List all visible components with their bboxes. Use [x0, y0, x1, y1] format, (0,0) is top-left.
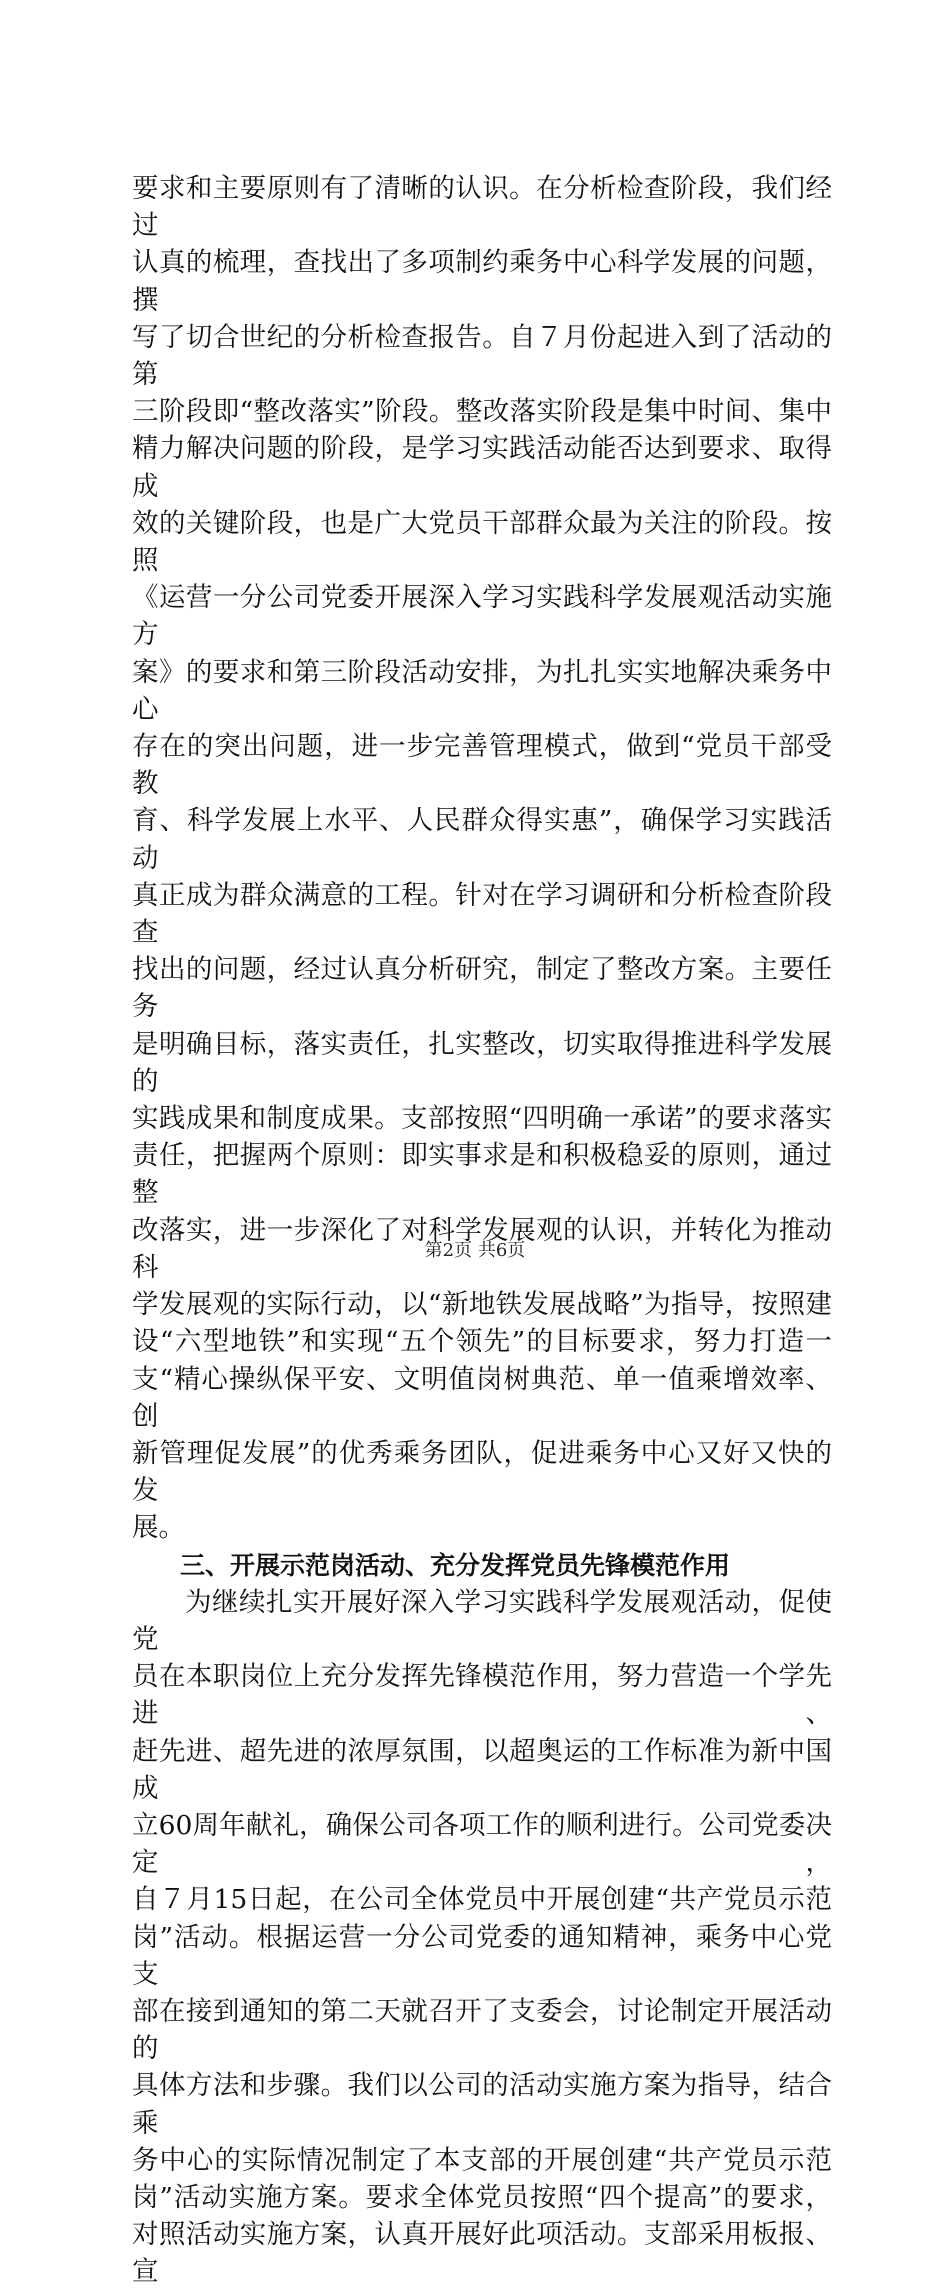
text-line: 设“六型地铁”和实现“五个领先”的目标要求，努力打造一 [132, 1326, 832, 1358]
text-line: 员在本职岗位上充分发挥先锋模范作用，努力营造一个学先进、 [132, 1661, 832, 1730]
text-line: 对照活动实施方案，认真开展好此项活动。支部采用板报、宣 [132, 2219, 832, 2288]
text-line: 案》的要求和第三阶段活动安排，为扎扎实实地解决乘务中心 [132, 656, 832, 725]
text-line: 责任，把握两个原则：即实事求是和积极稳妥的原则，通过整 [132, 1140, 832, 1209]
text-line: 《运营一分公司党委开展深入学习实践科学发展观活动实施方 [132, 582, 832, 651]
text-line: 岗”活动实施方案。要求全体党员按照“四个提高”的要求， [132, 2181, 832, 2213]
text-line: 展。 [132, 1512, 185, 1544]
text-line: 立60周年献礼，确保公司各项工作的顺利进行。公司党委决定， [132, 1809, 832, 1879]
text-line: 写了切合世纪的分析检查报告。自７月份起进入到了活动的第 [132, 321, 832, 391]
text-line: 三阶段即“整改落实”阶段。整改落实阶段是集中时间、集中 [132, 396, 832, 428]
text-line: 精力解决问题的阶段，是学习实践活动能否达到要求、取得成 [132, 433, 832, 502]
text-line: 部在接到通知的第二天就召开了支委会，讨论制定开展活动的 [132, 1995, 832, 2065]
text-line: 自７月15日起，在公司全体党员中开展创建“共产党员示范 [132, 1884, 832, 1916]
paragraph-2 [132, 1584, 832, 2291]
text-line: 育、科学发展上水平、人民群众得实惠”，确保学习实践活动 [132, 805, 832, 874]
paragraph-1 [132, 170, 832, 1547]
text-line: 新管理促发展”的优秀乘务团队，促进乘务中心又好又快的发 [132, 1437, 832, 1507]
text-line: 要求和主要原则有了清晰的认识。在分析检查阶段，我们经过 [132, 173, 832, 242]
text-line: 学发展观的实际行动，以“新地铁发展战略”为指导，按照建 [132, 1289, 832, 1321]
text-line: 具体方法和步骤。我们以公司的活动实施方案为指导，结合乘 [132, 2070, 832, 2139]
text-line: 存在的突出问题，进一步完善管理模式，做到“党员干部受教 [132, 731, 832, 800]
text-line: 实践成果和制度成果。支部按照“四明确一承诺”的要求落实 [132, 1103, 832, 1135]
text-line: 认真的梳理，查找出了多项制约乘务中心科学发展的问题，撰 [132, 247, 832, 316]
text-line: 为继续扎实开展好深入学习实践科学发展观活动，促使党 [132, 1586, 832, 1655]
page-number-footer: 第2页 共6页 [424, 1240, 526, 1261]
section-heading: 三、开展示范岗活动、充分发挥党员先锋模范作用 [180, 1550, 731, 1580]
document-body [132, 170, 832, 2291]
text-line: 找出的问题，经过认真分析研究，制定了整改方案。主要任务 [132, 954, 832, 1023]
text-line: 岗”活动。根据运营一分公司党委的通知精神，乘务中心党支 [132, 1921, 832, 1990]
text-line: 务中心的实际情况制定了本支部的开展创建“共产党员示范 [132, 2144, 832, 2176]
text-line: 支“精心操纵保平安、文明值岗树典范、单一值乘增效率、创 [132, 1363, 832, 1432]
text-line: 赶先进、超先进的浓厚氛围，以超奥运的工作标准为新中国成 [132, 1735, 832, 1804]
text-line: 是明确目标，落实责任，扎实整改，切实取得推进科学发展的 [132, 1028, 832, 1097]
text-line: 改落实，进一步深化了对科学发展观的认识，并转化为推动科 [132, 1214, 832, 1283]
text-line: 真正成为群众满意的工程。针对在学习调研和分析检查阶段查 [132, 879, 832, 949]
text-line: 效的关键阶段，也是广大党员干部群众最为关注的阶段。按照 [132, 507, 832, 577]
